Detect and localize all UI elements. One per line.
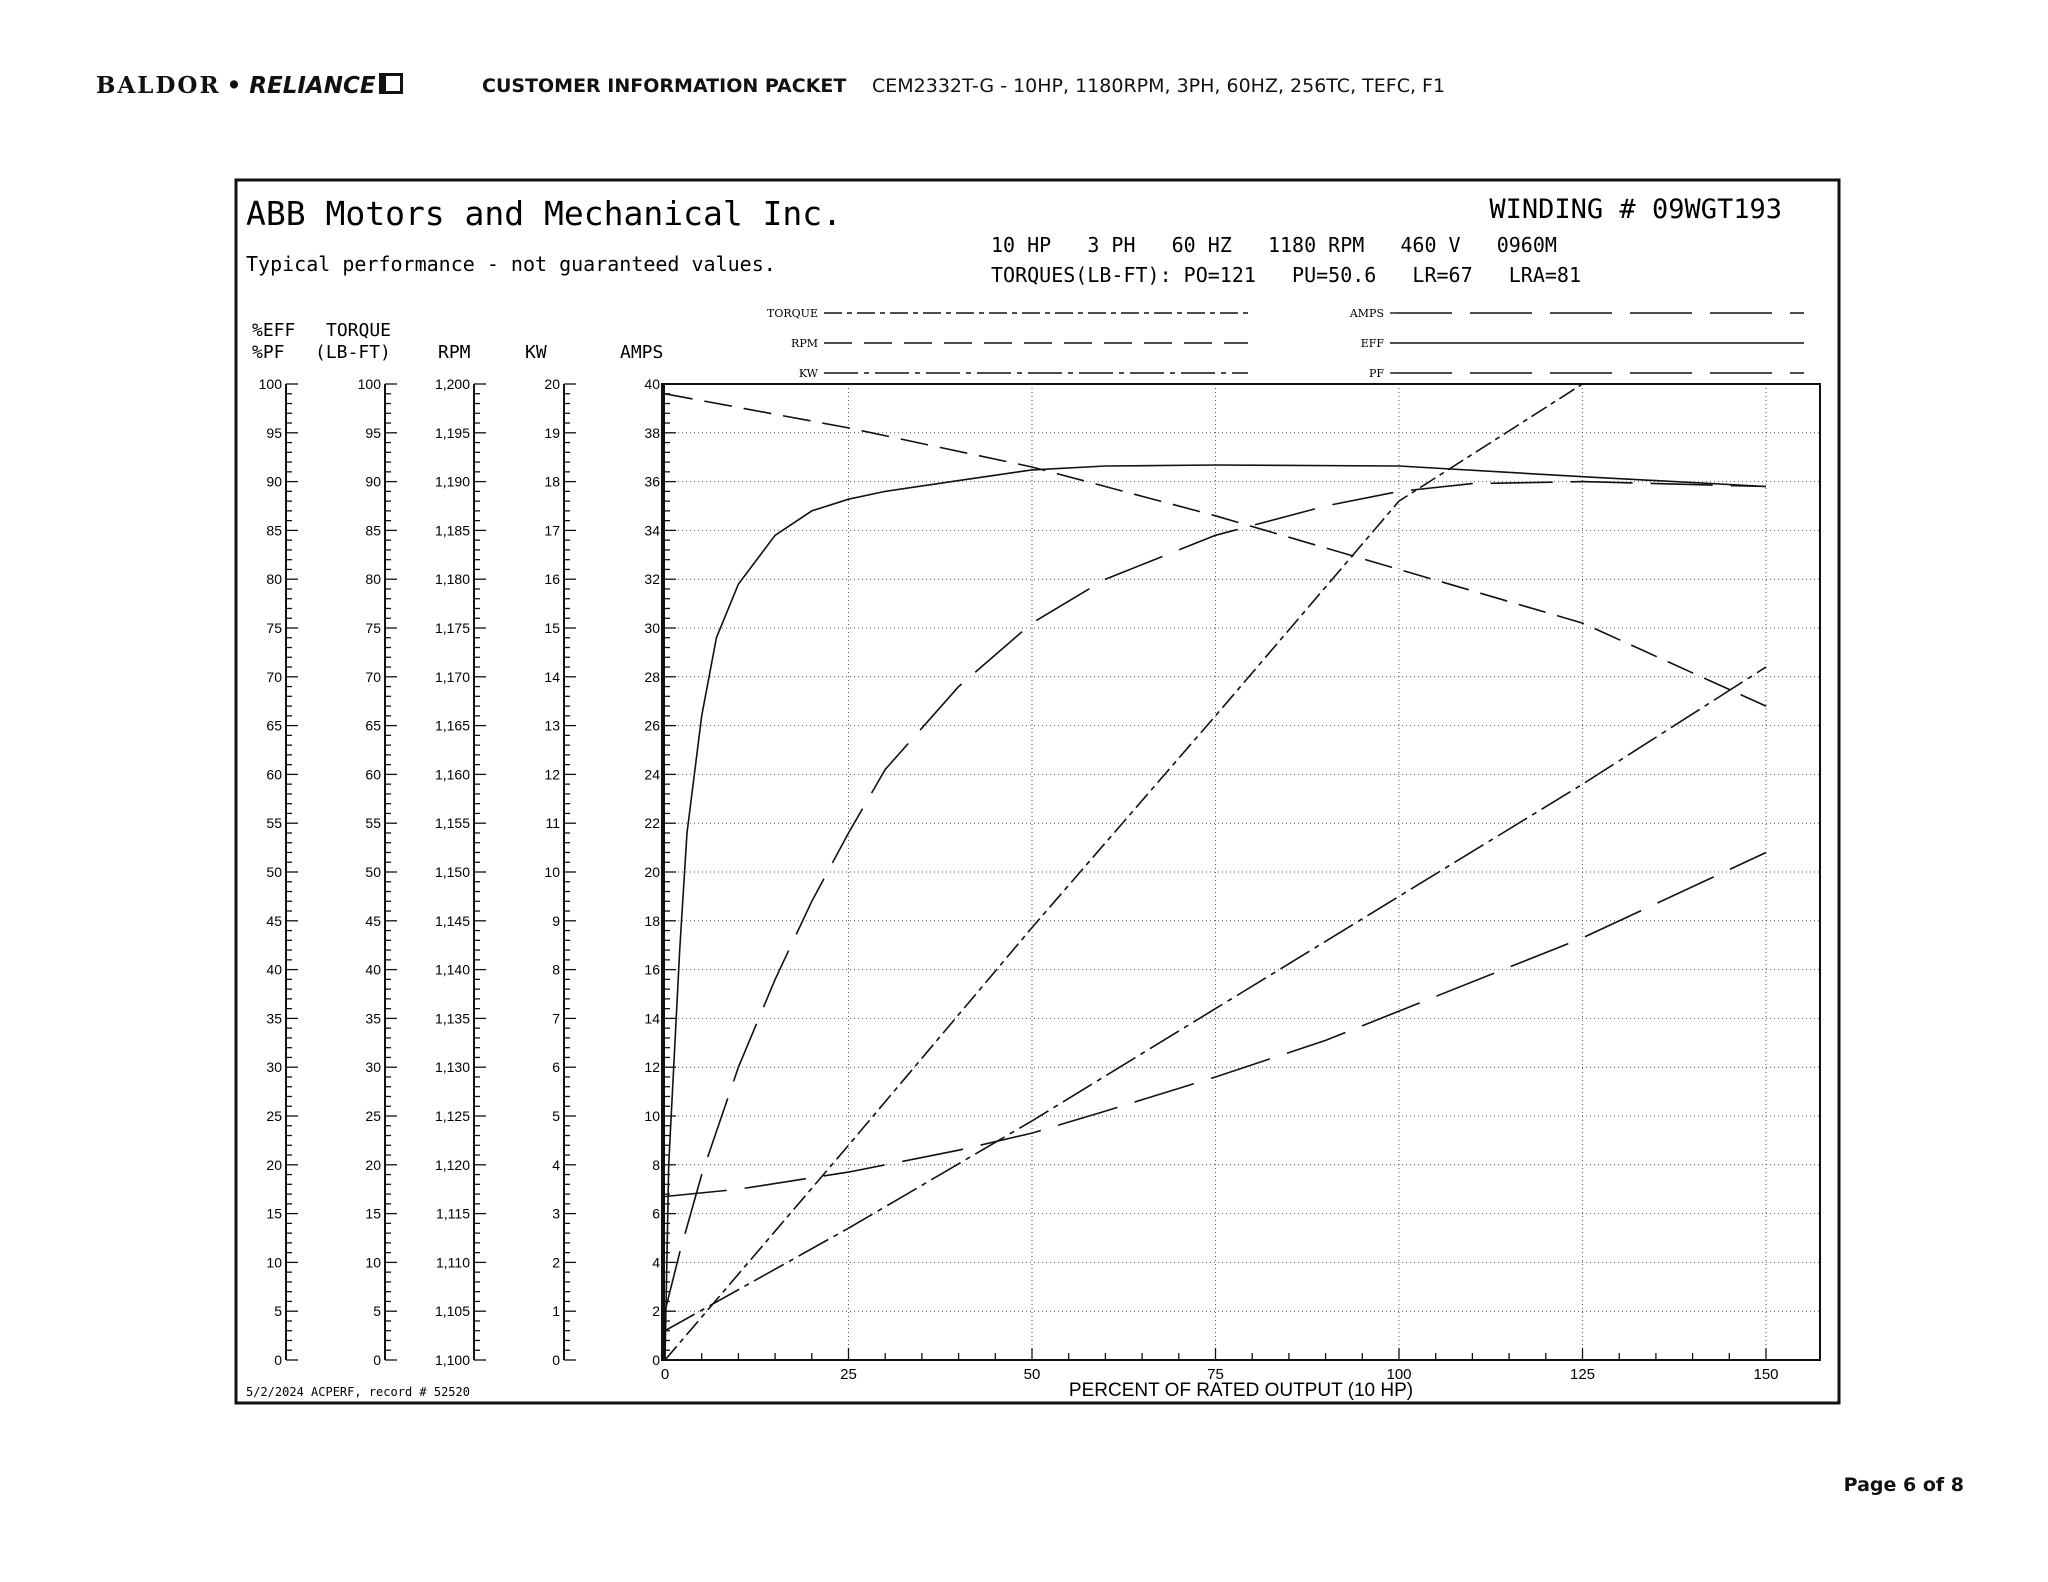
torques-line: TORQUES(LB-FT): PO=121 PU=50.6 LR=67 LRA=81 [991, 263, 1582, 287]
y-tick-label: 20 [644, 864, 660, 880]
y-tick-label: 6 [552, 1059, 560, 1076]
y-tick-label: 10 [266, 1254, 282, 1271]
y-tick-label: 11 [545, 815, 560, 832]
chart-subtitle: Typical performance - not guaranteed values. [246, 252, 776, 276]
y-tick-label: 1,135 [434, 1010, 470, 1027]
y-tick-label: 0 [373, 1352, 381, 1368]
y-tick-label: 1,125 [434, 1108, 470, 1124]
y-tick-label: 100 [357, 376, 381, 392]
y-tick-label: 1,200 [434, 376, 470, 392]
y-tick-label: 1,130 [434, 1059, 470, 1076]
y-tick-label: 4 [552, 1156, 560, 1173]
y-tick-label: 15 [266, 1205, 282, 1222]
legend-label: PF [1368, 367, 1384, 380]
header-rpm: RPM [438, 342, 471, 363]
rating-line: 10 HP 3 PH 60 HZ 1180 RPM 460 V 0960M [991, 233, 1557, 257]
y-tick-label: 90 [365, 473, 381, 490]
y-tick-label: 30 [644, 620, 660, 636]
grid [662, 384, 1820, 1360]
y-tick-label: 1,120 [434, 1156, 470, 1173]
y-tick-label: 70 [365, 668, 381, 685]
y-tick-label: 32 [644, 571, 660, 588]
y-tick-label: 9 [552, 912, 560, 929]
brand-logo: BALDOR • RELIANCE [96, 72, 403, 99]
winding-number: WINDING # 09WGT193 [1489, 194, 1782, 225]
x-tick-label: 25 [840, 1366, 857, 1383]
y-axes [259, 376, 676, 1368]
y-tick-label: 4 [652, 1254, 660, 1271]
y-tick-label: 40 [644, 376, 660, 392]
y-tick-label: 65 [266, 717, 282, 734]
y-tick-label: 5 [552, 1108, 560, 1124]
legend-label: RPM [791, 337, 818, 350]
y-tick-label: 40 [365, 961, 381, 978]
y-tick-label: 14 [544, 668, 560, 685]
x-tick-label: 150 [1753, 1366, 1779, 1383]
y-tick-label: 6 [652, 1205, 660, 1222]
y-tick-label: 1,150 [434, 864, 470, 880]
y-tick-label: 20 [266, 1156, 282, 1173]
y-tick-label: 0 [274, 1352, 282, 1368]
y-tick-label: 26 [644, 717, 660, 734]
y-tick-label: 75 [365, 620, 381, 636]
y-tick-label: 3 [552, 1205, 560, 1222]
y-tick-label: 15 [365, 1205, 381, 1222]
y-tick-label: 1,165 [434, 717, 470, 734]
y-tick-label: 18 [544, 473, 560, 490]
y-tick-label: 2 [652, 1303, 660, 1320]
x-axis-label: PERCENT OF RATED OUTPUT (10 HP) [1068, 1380, 1414, 1401]
legend [767, 307, 1804, 380]
y-tick-label: 1,190 [434, 473, 470, 490]
legend-label: EFF [1360, 337, 1384, 350]
y-tick-label: 20 [365, 1156, 381, 1173]
y-tick-label: 16 [644, 961, 660, 978]
x-tick-label: 0 [660, 1366, 670, 1383]
y-tick-label: 19 [544, 424, 560, 441]
y-tick-label: 45 [365, 912, 381, 929]
packet-title: CUSTOMER INFORMATION PACKET [482, 75, 847, 97]
y-tick-label: 100 [258, 376, 282, 392]
header-amps: AMPS [620, 342, 664, 363]
y-tick-label: 65 [365, 717, 381, 734]
series-line-kw [665, 667, 1766, 1331]
y-tick-label: 35 [365, 1010, 381, 1027]
y-tick-label: 20 [544, 376, 560, 392]
y-tick-label: 8 [552, 961, 560, 978]
x-tick-label: 125 [1569, 1366, 1596, 1383]
y-tick-label: 90 [266, 473, 282, 490]
y-tick-label: 1,140 [434, 961, 470, 978]
y-tick-label: 17 [544, 522, 560, 539]
y-tick-label: 5 [274, 1303, 282, 1320]
y-tick-label: 14 [644, 1010, 660, 1027]
chart-frame [236, 180, 1839, 1403]
y-tick-label: 55 [266, 815, 282, 832]
y-tick-label: 12 [544, 766, 560, 783]
company-name: ABB Motors and Mechanical Inc. [246, 194, 843, 233]
header-torque: TORQUE [326, 320, 392, 341]
y-tick-label: 25 [266, 1108, 282, 1124]
y-tick-label: 13 [544, 717, 560, 734]
y-tick-label: 95 [365, 424, 381, 441]
x-axis [661, 1348, 1779, 1383]
y-tick-label: 30 [365, 1059, 381, 1076]
y-tick-label: 80 [365, 571, 381, 588]
y-tick-label: 22 [644, 815, 660, 832]
y-tick-label: 1 [552, 1303, 560, 1320]
y-tick-label: 38 [644, 424, 660, 441]
y-tick-label: 80 [266, 571, 282, 588]
y-tick-label: 95 [266, 424, 282, 441]
y-tick-label: 0 [552, 1352, 560, 1368]
header-torque-unit: (LB-FT) [315, 342, 391, 363]
x-tick-label: 75 [1207, 1366, 1224, 1383]
y-tick-label: 34 [644, 522, 660, 539]
y-tick-label: 50 [266, 864, 282, 880]
y-tick-label: 40 [266, 961, 282, 978]
y-tick-label: 1,160 [434, 766, 470, 783]
y-tick-label: 50 [365, 864, 381, 880]
y-tick-label: 1,185 [434, 522, 470, 539]
y-tick-label: 60 [365, 766, 381, 783]
y-tick-label: 10 [544, 864, 560, 880]
y-tick-label: 1,115 [436, 1205, 470, 1222]
y-tick-label: 55 [365, 815, 381, 832]
header-pf: %PF [252, 342, 285, 363]
y-tick-label: 28 [644, 668, 660, 685]
y-tick-label: 25 [365, 1108, 381, 1124]
y-tick-label: 0 [652, 1352, 660, 1368]
y-tick-label: 75 [266, 620, 282, 636]
y-tick-label: 10 [365, 1254, 381, 1271]
y-tick-label: 60 [266, 766, 282, 783]
y-tick-label: 1,180 [434, 571, 470, 588]
x-tick-label: 50 [1023, 1366, 1041, 1383]
legend-label: KW [798, 367, 818, 380]
y-tick-label: 1,195 [434, 424, 470, 441]
y-tick-label: 1,105 [434, 1303, 470, 1320]
y-tick-label: 2 [552, 1254, 560, 1271]
y-tick-label: 85 [365, 522, 381, 539]
y-tick-label: 35 [266, 1010, 282, 1027]
y-tick-label: 16 [544, 571, 560, 588]
x-tick-label: 100 [1386, 1366, 1412, 1383]
chart-footnote: 5/2/2024 ACPERF, record # 52520 [246, 1385, 470, 1399]
y-tick-label: 7 [552, 1010, 560, 1027]
y-tick-label: 24 [644, 766, 660, 783]
header-kw: KW [525, 342, 547, 363]
y-tick-label: 85 [266, 522, 282, 539]
y-tick-label: 1,170 [434, 668, 470, 685]
page-number: Page 6 of 8 [1843, 1474, 1964, 1496]
y-tick-label: 1,145 [434, 912, 470, 929]
header-eff: %EFF [252, 320, 296, 341]
y-tick-label: 15 [544, 620, 560, 636]
y-tick-label: 36 [644, 473, 660, 490]
legend-label: AMPS [1349, 307, 1384, 320]
y-tick-label: 1,155 [434, 815, 470, 832]
y-tick-label: 45 [266, 912, 282, 929]
y-tick-label: 1,110 [436, 1254, 470, 1271]
y-tick-label: 12 [644, 1059, 660, 1076]
y-tick-label: 1,100 [434, 1352, 470, 1368]
y-tick-label: 18 [644, 912, 660, 929]
y-tick-label: 70 [266, 668, 282, 685]
legend-label: TORQUE [767, 307, 818, 320]
y-tick-label: 1,175 [434, 620, 470, 636]
model-line: CEM2332T-G - 10HP, 1180RPM, 3PH, 60HZ, 256TC, TEFC, F1 [872, 75, 1446, 97]
y-tick-label: 5 [373, 1303, 381, 1320]
y-tick-label: 30 [266, 1059, 282, 1076]
y-tick-label: 10 [644, 1108, 660, 1124]
y-tick-label: 8 [652, 1156, 660, 1173]
